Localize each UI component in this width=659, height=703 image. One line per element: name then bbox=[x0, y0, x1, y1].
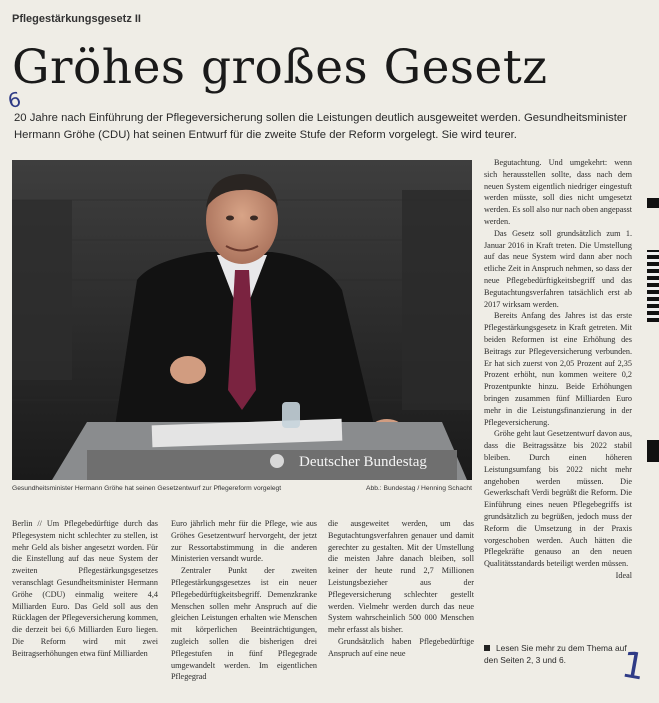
author-abbreviation: Ideal bbox=[615, 570, 632, 580]
minister-photo bbox=[12, 160, 472, 480]
read-more-text: Lesen Sie mehr zu dem Thema auf den Seiten 2, 3 und 6. bbox=[484, 643, 627, 665]
read-more-tip bbox=[484, 642, 632, 666]
scan-edge-mark bbox=[647, 198, 659, 208]
article-kicker: Pflegestärkungsgesetz II bbox=[12, 13, 141, 25]
photo-caption: Gesundheitsminister Hermann Gröhe hat seinen Gesetzentwurf zur Pflegereform vorgelegt bbox=[12, 485, 282, 492]
lectern-sign: Deutscher Bundestag bbox=[299, 454, 427, 470]
body-column-2 bbox=[171, 518, 317, 683]
barcode-strip bbox=[647, 250, 659, 322]
paragraph: Gröhe geht laut Gesetzentwurf davon aus, dass die Beitragssätze bis 2022 stabil bleiben. Durch einen höheren Leistungsumfang bis 2022 nicht mehr angehoben werden müssen. Die Gewerkschaft Verdi begrüßt die Reform. Die Einführung eines neuen Pflegebegriffs ist grundsätzlich zu begrüßen, jedoch muss der Reform die Umsetzung in der Praxis vorgeschoben werden. Auch hätten die Pflegekräfte genauso an den neuen Qualitätsstandards beteiligt werden müssen. bbox=[484, 429, 632, 569]
paragraph: Euro jährlich mehr für die Pflege, wie aus Gröhes Gesetzentwurf hervorgeht, der jetzt zur Ressortabstimmung in die anderen Ministerien versandt wurde. bbox=[171, 519, 317, 564]
handwritten-margin-mark: 6 bbox=[5, 86, 24, 114]
paragraph: die ausgeweitet werden, um das Begutachtungsverfahren genauer und damit gerechter zu gestalten. Mit der Umstellung die meisten Jahre danach bleiben, soll keiner der heute rund 2,7 Millionen Leistungsbezieher aus der Pflegeversicherung schlechter gestellt werden. Vielmehr werden durch das neue System wahrscheinlich 500 000 Menschen mehr erfasst als bisher. bbox=[328, 519, 474, 635]
paragraph: Berlin // Um Pflegebedürftige durch das Pflegesystem nicht schlechter zu stellen, ist mehr Geld als bisher angesetzt worden. Für die Einstellung auf das neue System der zweiten Pflegestärkungsgesetzes veranschlagt Gesundheitsminister Hermann Gröhe (CDU) einmalig weitere 4,4 Milliarden Euro. Das Geld soll aus den Rücklagen der Pflegeversicherung kommen, die derzeit bei 6,6 Milliarden Euro liegen. Die Reform wird mit zwei Beitragserhöhungen etwa fünf Milliarden bbox=[12, 519, 158, 658]
body-column-1 bbox=[12, 518, 158, 660]
article-headline: Gröhes großes Gesetz bbox=[12, 40, 548, 95]
square-bullet-icon bbox=[484, 645, 490, 651]
paragraph: Grundsätzlich haben Pflegebedürftige Anspruch auf eine neue bbox=[328, 636, 474, 658]
paragraph: Zentraler Punkt der zweiten Pflegestärkungsgesetzes ist ein neuer Pflegebedürftigkeitsbegriff. Demenzkranke Menschen sollen mehr Anspruch auf die gleichen Leistungen erhalten wie Menschen mit körperlichen Beeinträchtigungen, zugleich sollen die bisherigen drei Pflegestufen in fünf Pflegegrade umgewandelt werden. Im eigentlichen Pflegegrad bbox=[171, 566, 317, 682]
handwritten-pen-mark: 1 bbox=[618, 644, 649, 689]
photo-credit: Abb.: Bundestag / Henning Schacht bbox=[366, 485, 472, 492]
body-column-3 bbox=[328, 518, 474, 660]
paragraph: Begutachtung. Und umgekehrt: wenn sich herausstellen sollte, dass nach dem neuen System eigentlich niedriger eingestuft werden müsste, soll dies nicht umgesetzt werden. Es soll also nur nach oben angepasst werden. bbox=[484, 158, 632, 226]
photo-caption-bar bbox=[12, 485, 472, 492]
paragraph: Bereits Anfang des Jahres ist das erste Pflegestärkungsgesetz in Kraft getreten. Mit beiden Reformen ist eine Erhöhung des Beitrags zur Pflegeversicherung verbunden. Er hat sich zuerst von 2,05 Prozent auf 2,35 Prozent erhöht, nun kommen weitere 0,2 Prozentpunkte hinzu. Beide Erhöhungen bringen zusammen fünf Milliarden Euro mehr in die Leistungsfinanzierung in der Pflegeversicherung. bbox=[484, 311, 632, 427]
right-column-text bbox=[484, 157, 632, 582]
speaker-at-lectern-illustration bbox=[12, 160, 472, 480]
article-lead: 20 Jahre nach Einführung der Pflegeversicherung sollen die Leistungen deutlich ausgeweitet werden. Gesundheitsminister Hermann Gröhe (CDU) hat seinen Entwurf für die zweite Stufe der Reform vorgelegt. Sie wird teurer. bbox=[14, 112, 627, 141]
scan-edge-mark bbox=[647, 440, 659, 462]
paragraph: Das Gesetz soll grundsätzlich zum 1. Januar 2016 in Kraft treten. Die Umstellung auf das neue System wird dann aber noch etliche Zeit in Anspruch nehmen, so dass der neue Pflegebedürftigkeitsbegriff und das Begutachtungsverfahren tatsächlich erst ab 2017 wirksam werden. bbox=[484, 228, 632, 309]
